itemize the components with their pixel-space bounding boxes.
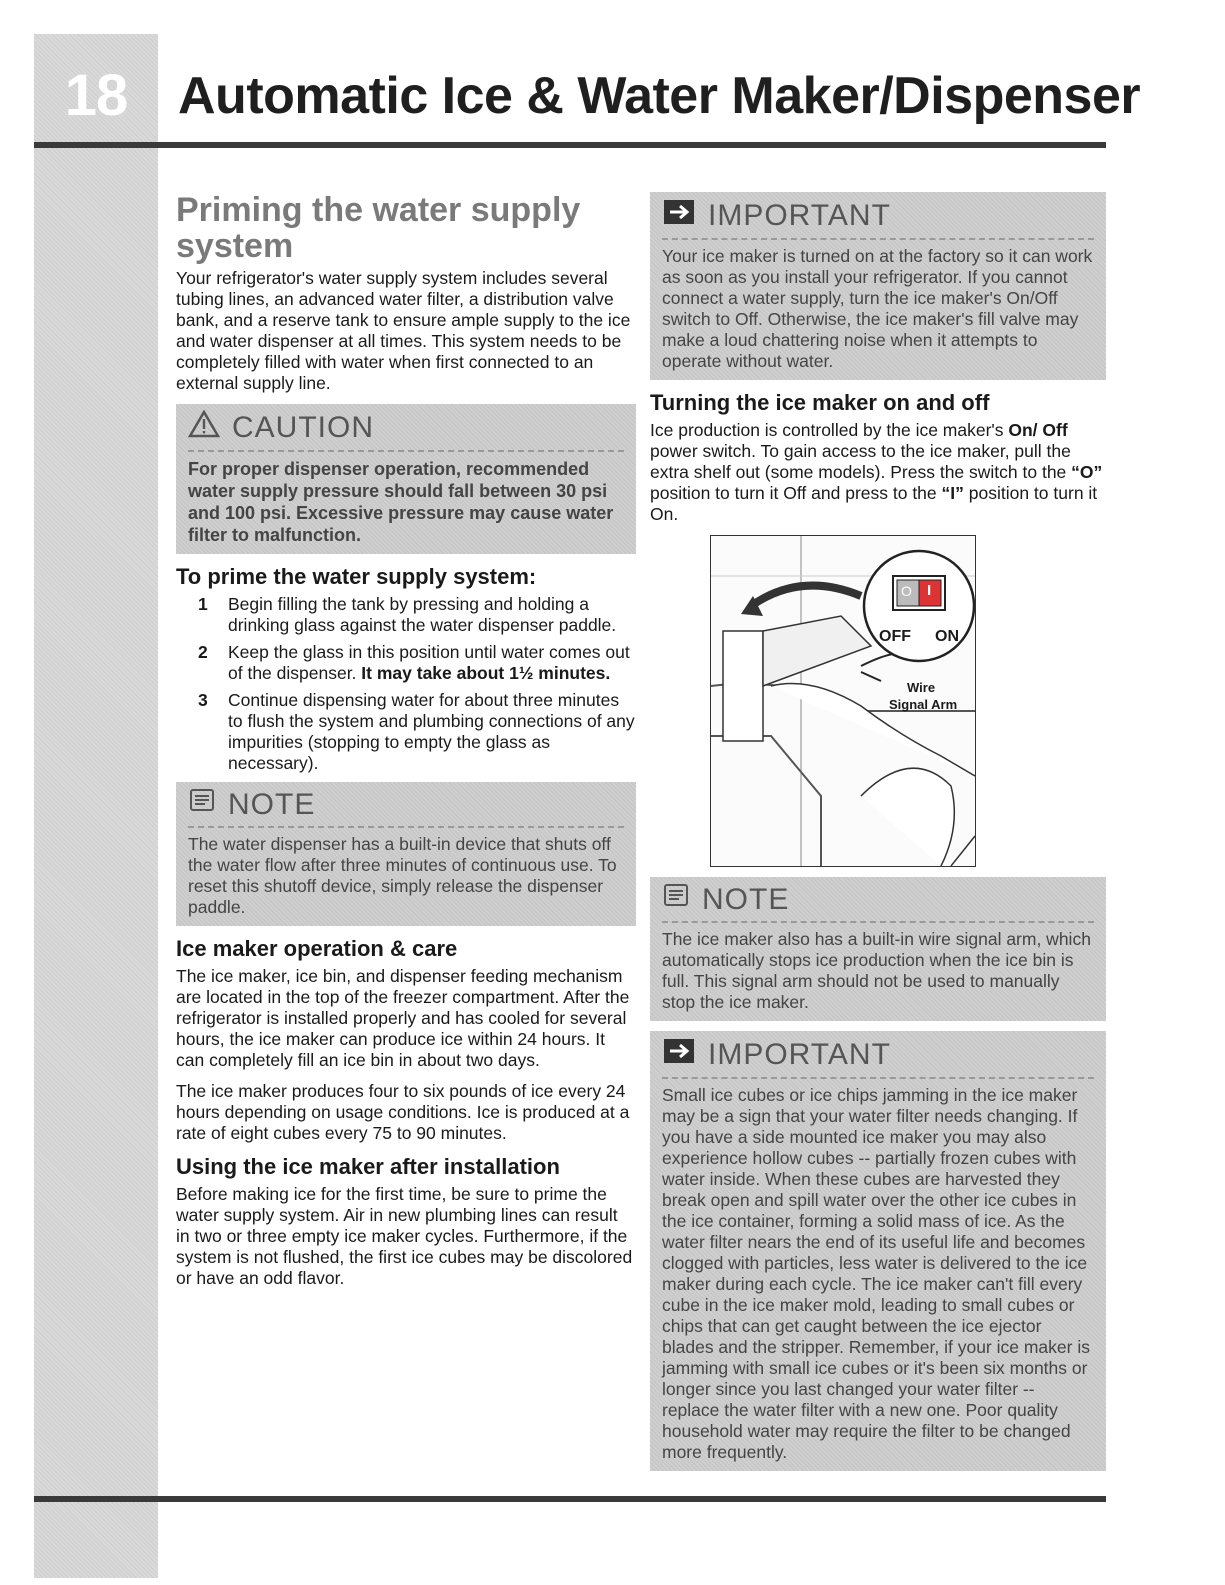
step-3: 3 Continue dispensing water for about three minutes to flush the system and plumbing connections of any impurities (stopping to empty the glass as necessary).	[198, 690, 635, 773]
onoff-heading: Turning the ice maker on and off	[650, 390, 990, 415]
note-box-left	[176, 782, 636, 926]
important-text-2: Small ice cubes or ice chips jamming in the ice maker may be a sign that your water filter needs changing. If you have a side mounted ice maker you may also experience hollow cubes -- partially frozen cubes with water inside. When these cubes are harvested they break open and spill water over the other ice cubes in the ice container, forming a solid mass of ice. As the water filter nears the end of its useful life and becomes clogged with particles, less water is delivered to the ice maker during each cycle. The ice maker can't fill every cube in the ice maker mold, leading to small cubes or chips that can get caught between the ice ejector blades and the stripper. Remember, if your ice maker is jamming with small ice cubes or it's been six months or longer since you last changed your water filter -- replace the water filter with a new one. Poor quality household water may require the filter to be changed more frequently.	[662, 1085, 1090, 1462]
step-1: 1 Begin filling the tank by pressing and holding a drinking glass against the water dispenser paddle.	[176, 594, 636, 636]
important-label-2: IMPORTANT	[708, 1038, 891, 1071]
switch-o-mark: O	[901, 583, 912, 599]
note-label-left: NOTE	[228, 788, 316, 821]
arrow-right-icon	[662, 198, 696, 234]
note-box-right	[650, 877, 1106, 1021]
off-label: OFF	[879, 628, 911, 645]
wire-label: Wire	[907, 680, 936, 695]
note-label-right: NOTE	[702, 883, 790, 916]
step-2-bold: It may take about 1½ minutes.	[361, 663, 611, 683]
step-2: 2 Keep the glass in this position until water comes out of the dispenser. It may take about 1½ minutes.	[198, 642, 630, 683]
page-title: Automatic Ice & Water Maker/Dispenser	[178, 67, 1141, 125]
prime-steps	[176, 594, 636, 774]
caution-label: CAUTION	[232, 411, 374, 444]
important-text-1: Your ice maker is turned on at the factory so it can work as soon as you install your refrigerator. If you cannot connect a water supply, turn the ice maker's On/Off switch to Off. Otherwise, the ice maker's fill valve may make a loud chattering noise when it attempts to operate without water.	[662, 246, 1093, 371]
important-label-1: IMPORTANT	[708, 199, 891, 232]
step-1-text: Begin filling the tank by pressing and holding a drinking glass against the water dispenser paddle.	[228, 594, 617, 635]
footer-rule	[34, 1496, 1106, 1502]
step-3-text: Continue dispensing water for about three minutes to flush the system and plumbing connections of any impurities (stopping to empty the glass as necessary).	[228, 690, 635, 773]
arrow-right-icon	[662, 1037, 696, 1073]
caution-box	[176, 404, 636, 554]
signal-arm-label: Signal Arm	[889, 697, 958, 712]
right-column	[650, 192, 1106, 1481]
installation-heading: Using the ice maker after installation	[176, 1154, 560, 1179]
on-label: ON	[935, 628, 959, 645]
note-icon	[662, 883, 690, 917]
important-box-2	[650, 1031, 1106, 1471]
switch-i-mark: I	[927, 582, 932, 599]
page-number: 18	[64, 63, 128, 128]
header-rule	[34, 142, 1106, 148]
warning-triangle-icon	[188, 410, 220, 446]
note-text-right: The ice maker also has a built-in wire signal arm, which automatically stops ice production when the ice bin is full. This signal arm should not be used to manually stop the ice maker.	[662, 929, 1091, 1012]
ice-maker-switch-illustration	[710, 535, 976, 867]
priming-intro: Your refrigerator's water supply system includes several tubing lines, an advanced water filter, a distribution valve bank, and a reserve tank to ensure ample supply to the ice and water dispenser at all times. This system needs to be completely filled with water when first connected to an external supply line.	[176, 268, 631, 393]
prime-heading: To prime the water supply system:	[176, 564, 537, 589]
onoff-paragraph: Ice production is controlled by the ice maker's On/ Off power switch. To gain access to the ice maker, pull the extra shelf out (some models). Press the switch to the “O” position to turn it Off and press to the “I” position to turn it On.	[650, 420, 1103, 524]
caution-text: For proper dispenser operation, recommended water supply pressure should fall between 30 psi and 100 psi. Excessive pressure may cause water filter to malfunction.	[188, 459, 614, 545]
note-icon	[188, 788, 216, 822]
left-column	[176, 192, 636, 1299]
step-2-text: Keep the glass in this position until water comes out of the dispenser.	[228, 642, 630, 683]
note-text-left: The water dispenser has a built-in device that shuts off the water flow after three minutes of continuous use. To reset this shutoff device, simply release the dispenser paddle.	[188, 834, 617, 917]
operation-paragraph-2: The ice maker produces four to six pounds of ice every 24 hours depending on usage conditions. Ice is produced at a rate of eight cubes every 75 to 90 minutes.	[176, 1081, 630, 1143]
operation-paragraph-1: The ice maker, ice bin, and dispenser feeding mechanism are located in the top of the freezer compartment. After the refrigerator is installed properly and has cooled for several hours, the ice maker can produce ice within 24 hours. It can completely fill an ice bin in about two days.	[176, 966, 630, 1070]
important-box-1	[650, 192, 1106, 380]
page-sidebar	[34, 34, 158, 1578]
section-title-priming: Priming the water supply system	[176, 191, 581, 265]
installation-paragraph: Before making ice for the first time, be sure to prime the water supply system. Air in new plumbing lines can result in two or three empty ice maker cycles. Furthermore, if the system is not flushed, the first ice cubes may be discolored or have an odd flavor.	[176, 1184, 633, 1288]
operation-heading: Ice maker operation & care	[176, 936, 458, 961]
